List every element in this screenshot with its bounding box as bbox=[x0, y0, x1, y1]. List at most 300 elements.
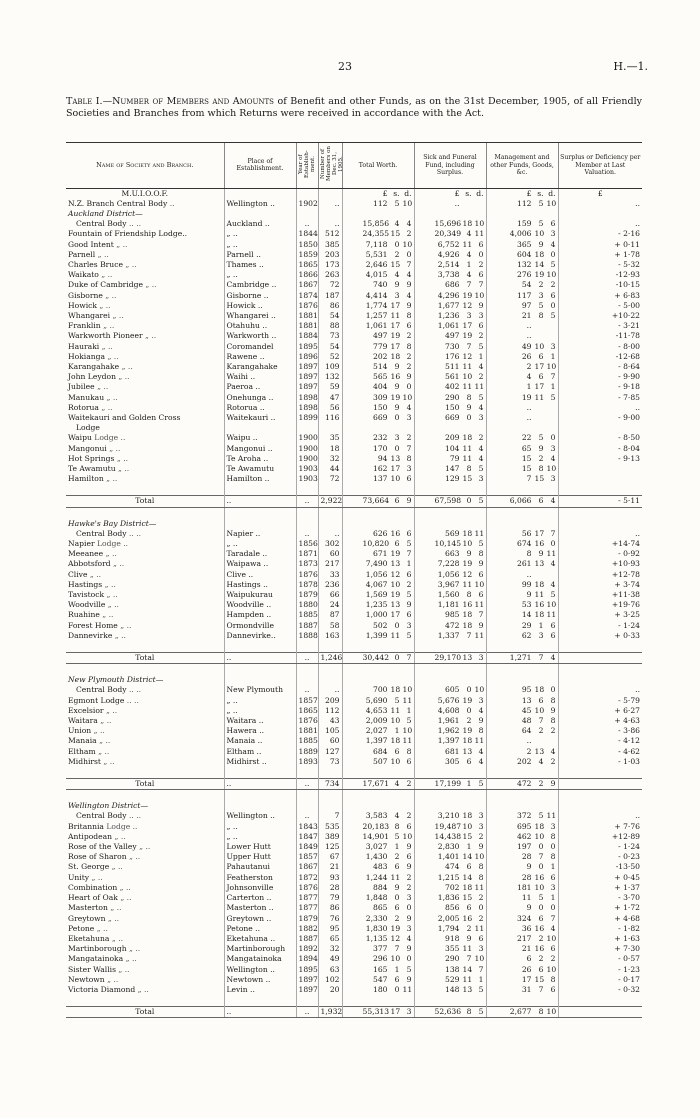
sick-funeral-fund-pounds: 17,199 bbox=[434, 779, 462, 789]
member-count: 389 bbox=[318, 832, 342, 842]
branch-name-text: Fountain of Friendship Lodge.. bbox=[68, 229, 188, 239]
table-row bbox=[66, 893, 642, 903]
management-fund-pence bbox=[547, 736, 556, 746]
sick-funeral-fund-shillings: 7 bbox=[466, 280, 472, 290]
surplus-deficiency: - 8·64 bbox=[558, 362, 642, 372]
management-fund-shillings: 4 bbox=[538, 756, 544, 766]
management-fund bbox=[486, 454, 558, 464]
surplus-deficiency: + 0·45 bbox=[558, 873, 642, 883]
total-worth-shillings: 5 bbox=[394, 695, 400, 705]
sick-funeral-fund-pence: 4 bbox=[478, 746, 484, 756]
management-fund-shillings: 0 bbox=[538, 862, 544, 872]
sick-funeral-fund-pence: 10 bbox=[474, 579, 485, 589]
surplus-deficiency: - 1·82 bbox=[558, 924, 642, 934]
branch-name bbox=[66, 685, 224, 695]
management-fund bbox=[486, 779, 558, 790]
management-fund-pence: 4 bbox=[550, 453, 556, 463]
member-count: 173 bbox=[318, 260, 342, 270]
sick-funeral-fund bbox=[414, 454, 486, 464]
sick-funeral-fund-amount bbox=[417, 260, 484, 270]
total-worth bbox=[342, 444, 414, 454]
sick-funeral-fund bbox=[414, 331, 486, 341]
management-fund-shillings: 2 bbox=[538, 954, 544, 964]
total-worth-shillings: 15 bbox=[390, 259, 401, 269]
management-fund-pounds: 26 bbox=[521, 964, 532, 974]
branch-name bbox=[66, 621, 224, 631]
total-worth-pounds: 2,027 bbox=[365, 726, 388, 736]
total-worth-shillings: 13 bbox=[390, 600, 401, 610]
total-worth-amount bbox=[345, 903, 412, 913]
sick-funeral-fund bbox=[414, 250, 486, 260]
sick-funeral-fund-amount bbox=[417, 965, 484, 975]
management-fund-pence: 4 bbox=[550, 239, 556, 249]
sick-funeral-fund-amount bbox=[417, 559, 484, 569]
table-row bbox=[66, 779, 642, 790]
district-name: Wellington District— bbox=[68, 801, 149, 811]
branch-name-text: Ruahine bbox=[68, 610, 100, 620]
branch-name-text: Central Body bbox=[76, 528, 127, 538]
branch-name bbox=[66, 474, 224, 484]
sick-funeral-fund-pence: 3 bbox=[478, 310, 484, 320]
branch-name-text: Mangonui bbox=[68, 443, 107, 453]
sick-funeral-fund-pounds: 1,236 bbox=[437, 310, 460, 320]
sick-funeral-fund-amount bbox=[417, 822, 484, 832]
sick-funeral-fund-shillings: 15 bbox=[462, 831, 473, 841]
leader-dots: .. .. bbox=[126, 695, 139, 705]
sick-funeral-fund-pence: 11 bbox=[474, 630, 485, 640]
branch-name-text: Unity bbox=[68, 872, 90, 882]
total-worth-amount bbox=[345, 779, 412, 789]
total-worth bbox=[342, 539, 414, 549]
total-worth-pounds: 2,009 bbox=[365, 716, 388, 726]
units-mgmt bbox=[486, 188, 558, 199]
leader-dots: „ .. bbox=[118, 372, 130, 382]
sick-funeral-fund-amount bbox=[417, 496, 484, 506]
total-worth-shillings: 0 bbox=[394, 443, 400, 453]
management-fund-pounds: .. bbox=[526, 321, 532, 331]
total-worth bbox=[342, 842, 414, 852]
empty-cell bbox=[414, 801, 486, 811]
sick-funeral-fund-pounds: 561 bbox=[445, 372, 460, 382]
sick-funeral-fund bbox=[414, 280, 486, 290]
management-fund bbox=[486, 240, 558, 250]
management-fund-amount bbox=[489, 219, 556, 229]
branch-name-text: Greytown bbox=[68, 913, 106, 923]
management-fund-shillings: 14 bbox=[534, 259, 545, 269]
sick-funeral-fund-pence: 8 bbox=[478, 872, 484, 882]
management-fund-shillings bbox=[535, 570, 544, 580]
total-worth-pence: 5 bbox=[406, 539, 412, 548]
sick-funeral-fund-pence: 8 bbox=[478, 862, 484, 872]
management-fund-amount bbox=[489, 250, 556, 260]
empty-cell bbox=[486, 675, 558, 685]
total-worth bbox=[342, 822, 414, 832]
member-count: 86 bbox=[318, 301, 342, 311]
management-fund-amount bbox=[489, 631, 556, 641]
branch-name-text: Eketahuna bbox=[68, 933, 110, 943]
branch-name-text: Total bbox=[135, 653, 155, 663]
total-worth-shillings: 0 bbox=[394, 893, 400, 903]
total-worth-shillings: 10 bbox=[390, 954, 401, 964]
total-worth-amount bbox=[345, 382, 412, 392]
management-fund bbox=[486, 934, 558, 944]
place-of-establishment: „ .. bbox=[224, 706, 296, 716]
place-of-establishment: .. bbox=[224, 496, 296, 507]
year-established: .. bbox=[296, 811, 318, 821]
total-worth-amount bbox=[345, 362, 412, 372]
management-fund-pence: 3 bbox=[550, 474, 556, 484]
sick-funeral-fund-shillings: 10 bbox=[462, 372, 473, 382]
sick-funeral-fund-pence: 11 bbox=[474, 229, 485, 239]
total-worth bbox=[342, 362, 414, 372]
management-fund bbox=[486, 811, 558, 821]
sick-funeral-fund-shillings: 18 bbox=[462, 736, 473, 746]
branch-name-text: Meeanee bbox=[68, 549, 104, 559]
sick-funeral-fund bbox=[414, 653, 486, 664]
units-worth-pence: d. bbox=[404, 188, 412, 198]
sick-funeral-fund-shillings: 19 bbox=[462, 695, 473, 705]
total-worth-pounds: 232 bbox=[373, 433, 388, 443]
total-worth-pence: 10 bbox=[402, 685, 413, 695]
sick-funeral-fund-pence: 1 bbox=[478, 351, 484, 361]
surplus-deficiency: - 5·11 bbox=[558, 496, 642, 507]
leader-dots: „ .. bbox=[118, 463, 130, 473]
total-worth-pence: 2 bbox=[406, 331, 412, 341]
sick-funeral-fund-pounds: 148 bbox=[445, 984, 460, 994]
year-established: .. bbox=[296, 1007, 318, 1018]
sick-funeral-fund-shillings: 8 bbox=[466, 1007, 472, 1017]
management-fund-pounds: 99 bbox=[521, 579, 532, 589]
sick-funeral-fund-amount bbox=[417, 539, 484, 549]
total-worth-amount bbox=[345, 372, 412, 382]
management-fund bbox=[486, 372, 558, 382]
units-worth-amount bbox=[345, 189, 412, 199]
management-fund-amount bbox=[489, 393, 556, 403]
table-row bbox=[66, 621, 642, 631]
place-of-establishment: .. bbox=[224, 1007, 296, 1018]
empty-cell bbox=[318, 188, 342, 199]
total-worth-pounds: 700 bbox=[373, 685, 388, 695]
management-fund-amount bbox=[489, 444, 556, 454]
branch-name bbox=[66, 924, 224, 934]
units-surplus: £ bbox=[558, 188, 642, 199]
surplus-deficiency: - 8·00 bbox=[558, 342, 642, 352]
year-established: 1893 bbox=[296, 757, 318, 767]
leader-dots: „ .. bbox=[145, 280, 157, 290]
year-established: 1843 bbox=[296, 822, 318, 832]
sick-funeral-fund-shillings: 1 bbox=[466, 842, 472, 852]
surplus-deficiency: - 0·23 bbox=[558, 852, 642, 862]
total-worth-pence: 3 bbox=[406, 620, 412, 630]
total-worth bbox=[342, 393, 414, 403]
total-worth-shillings: 18 bbox=[390, 351, 401, 361]
total-worth bbox=[342, 270, 414, 280]
management-fund-pence: 8 bbox=[550, 974, 556, 984]
management-fund-pounds: 45 bbox=[521, 705, 532, 715]
management-fund-pence: 0 bbox=[550, 433, 556, 443]
branch-name bbox=[66, 736, 224, 746]
total-worth-shillings: 19 bbox=[390, 392, 401, 402]
management-fund-pounds: 7 bbox=[526, 474, 532, 484]
table-row bbox=[66, 433, 642, 443]
member-count: 127 bbox=[318, 747, 342, 757]
member-count: 132 bbox=[318, 372, 342, 382]
place-of-establishment: Johnsonville bbox=[224, 883, 296, 893]
leader-dots: „ .. bbox=[101, 402, 113, 412]
management-fund-pence: 10 bbox=[546, 270, 557, 280]
sick-funeral-fund-shillings: 1 bbox=[466, 779, 472, 789]
sick-funeral-fund-shillings: 19 bbox=[462, 331, 473, 341]
place-of-establishment: .. bbox=[224, 653, 296, 664]
sick-funeral-fund-amount bbox=[417, 954, 484, 964]
place-of-establishment: Paeroa .. bbox=[224, 382, 296, 392]
management-fund-amount bbox=[489, 291, 556, 301]
table-row bbox=[66, 822, 642, 832]
surplus-deficiency: + 1·78 bbox=[558, 250, 642, 260]
branch-name-text: Petone bbox=[68, 923, 95, 933]
sick-funeral-fund-amount bbox=[417, 362, 484, 372]
management-fund bbox=[486, 291, 558, 301]
total-worth bbox=[342, 240, 414, 250]
total-worth-shillings: 3 bbox=[394, 290, 400, 300]
branch-name-text: Napier bbox=[68, 539, 95, 548]
total-worth bbox=[342, 529, 414, 539]
management-fund-pounds: .. bbox=[526, 331, 532, 341]
district-name: Hawke's Bay District— bbox=[68, 518, 157, 528]
total-worth-pounds: 565 bbox=[373, 372, 388, 382]
total-worth-pence: 0 bbox=[406, 903, 412, 913]
table-row bbox=[66, 685, 642, 695]
sick-funeral-fund-amount bbox=[417, 250, 484, 260]
surplus-deficiency: - 0·32 bbox=[558, 985, 642, 995]
place-of-establishment: Coromandel bbox=[224, 342, 296, 352]
sick-funeral-fund-pounds: 10,145 bbox=[434, 539, 462, 548]
branch-name-text: Karangahake bbox=[68, 361, 120, 371]
sick-funeral-fund bbox=[414, 342, 486, 352]
sick-funeral-fund-pounds: .. bbox=[454, 198, 460, 208]
management-fund bbox=[486, 747, 558, 757]
member-count: 217 bbox=[318, 559, 342, 569]
empty-cell bbox=[318, 767, 342, 779]
table-row bbox=[66, 975, 642, 985]
year-established: 1871 bbox=[296, 549, 318, 559]
management-fund-pounds: 117 bbox=[517, 290, 532, 300]
year-established: 1865 bbox=[296, 260, 318, 270]
management-fund-pence: 8 bbox=[550, 716, 556, 726]
management-fund-shillings: 18 bbox=[534, 610, 545, 620]
empty-cell bbox=[224, 423, 296, 433]
place-of-establishment: Wellington .. bbox=[224, 199, 296, 209]
sick-funeral-fund-pence: 10 bbox=[474, 290, 485, 300]
year-established: 1859 bbox=[296, 250, 318, 260]
management-fund bbox=[486, 413, 558, 423]
year-established: 1902 bbox=[296, 199, 318, 209]
year-established: 1885 bbox=[296, 736, 318, 746]
total-worth-amount bbox=[345, 301, 412, 311]
year-established: 1887 bbox=[296, 934, 318, 944]
branch-name-text: Martinborough bbox=[68, 944, 127, 954]
place-of-establishment: Rotorua .. bbox=[224, 403, 296, 413]
management-fund-pence: 10 bbox=[546, 964, 557, 974]
management-fund-amount bbox=[489, 975, 556, 985]
management-fund-pounds: 64 bbox=[521, 726, 532, 736]
total-worth-shillings: 4 bbox=[394, 779, 400, 789]
total-worth bbox=[342, 747, 414, 757]
sick-funeral-fund-amount bbox=[417, 280, 484, 290]
table-row bbox=[66, 747, 642, 757]
total-worth-pounds: 404 bbox=[373, 382, 388, 392]
sick-funeral-fund-shillings bbox=[463, 199, 472, 209]
management-fund-shillings: 17 bbox=[534, 382, 545, 392]
sick-funeral-fund-amount bbox=[417, 747, 484, 757]
management-fund bbox=[486, 726, 558, 736]
place-of-establishment: Rawene .. bbox=[224, 352, 296, 362]
management-fund-pounds: 276 bbox=[517, 270, 532, 280]
total-label bbox=[66, 496, 224, 507]
management-fund-amount bbox=[489, 301, 556, 311]
year-established: .. bbox=[296, 685, 318, 695]
sick-funeral-fund-pence: 9 bbox=[478, 620, 484, 630]
total-worth-shillings: 18 bbox=[390, 685, 401, 695]
management-fund-pence: 4 bbox=[550, 559, 556, 569]
year-established: 1881 bbox=[296, 321, 318, 331]
member-count: 102 bbox=[318, 975, 342, 985]
member-count: 2,922 bbox=[318, 496, 342, 507]
empty-cell bbox=[414, 507, 486, 519]
total-worth-pounds: 7,118 bbox=[365, 239, 388, 249]
total-worth-shillings: 11 bbox=[390, 705, 401, 715]
sick-funeral-fund-amount bbox=[417, 199, 484, 209]
empty-cell bbox=[318, 664, 342, 676]
year-established: 1866 bbox=[296, 270, 318, 280]
management-fund-pounds: 261 bbox=[517, 559, 532, 569]
year-established: .. bbox=[296, 653, 318, 664]
total-worth-pence: 9 bbox=[406, 496, 412, 506]
management-fund-pounds: 9 bbox=[526, 903, 532, 913]
sick-funeral-fund bbox=[414, 413, 486, 423]
empty-cell bbox=[296, 423, 318, 433]
empty-cell bbox=[224, 641, 296, 653]
empty-cell bbox=[318, 507, 342, 519]
units-mgmt-pounds: £ bbox=[526, 188, 532, 198]
sick-funeral-fund-shillings: 18 bbox=[462, 433, 473, 443]
management-fund-pence: 11 bbox=[546, 549, 557, 559]
total-worth bbox=[342, 301, 414, 311]
sick-funeral-fund-pence: 3 bbox=[478, 811, 484, 821]
member-count: 35 bbox=[318, 433, 342, 443]
management-fund-shillings: 5 bbox=[538, 893, 544, 903]
table-row bbox=[66, 801, 642, 811]
sick-funeral-fund-shillings: 18 bbox=[462, 811, 473, 821]
sick-funeral-fund-shillings: 2 bbox=[466, 716, 472, 726]
sick-funeral-fund bbox=[414, 433, 486, 443]
management-fund-pence: 6 bbox=[550, 620, 556, 630]
total-worth bbox=[342, 832, 414, 842]
place-of-establishment: „ .. bbox=[224, 822, 296, 832]
sick-funeral-fund-pounds: 605 bbox=[445, 685, 460, 695]
management-fund-pounds: 28 bbox=[521, 852, 532, 862]
management-fund-amount bbox=[489, 985, 556, 995]
management-fund-amount bbox=[489, 260, 556, 270]
page-reference: H.—1. bbox=[613, 60, 648, 73]
surplus-deficiency: .. bbox=[558, 403, 642, 413]
management-fund bbox=[486, 696, 558, 706]
management-fund-pounds: 112 bbox=[517, 198, 532, 208]
table-row bbox=[66, 903, 642, 913]
member-count: 54 bbox=[318, 311, 342, 321]
sick-funeral-fund bbox=[414, 975, 486, 985]
management-fund-pounds: 48 bbox=[521, 716, 532, 726]
branch-name-text: Franklin bbox=[68, 321, 101, 331]
total-worth-shillings: 6 bbox=[394, 539, 400, 548]
management-fund-pounds: 22 bbox=[521, 433, 532, 443]
sick-funeral-fund bbox=[414, 362, 486, 372]
sick-funeral-fund-amount bbox=[417, 631, 484, 641]
year-established: 1894 bbox=[296, 954, 318, 964]
units-sick-pence: d. bbox=[476, 188, 484, 198]
branch-name-text: Charles Bruce bbox=[68, 259, 123, 269]
management-fund-pounds: 13 bbox=[521, 695, 532, 705]
branch-name bbox=[66, 464, 224, 474]
branch-name bbox=[66, 301, 224, 311]
sick-funeral-fund-pence: 5 bbox=[478, 392, 484, 402]
management-fund-pence: 2 bbox=[550, 954, 556, 964]
empty-cell bbox=[296, 507, 318, 519]
total-worth-amount bbox=[345, 539, 412, 549]
table-row bbox=[66, 382, 642, 392]
year-established: 1867 bbox=[296, 862, 318, 872]
total-worth-shillings: 19 bbox=[390, 331, 401, 341]
total-worth-shillings: 1 bbox=[394, 842, 400, 852]
place-of-establishment: Hawera .. bbox=[224, 726, 296, 736]
member-count: 60 bbox=[318, 549, 342, 559]
sick-funeral-fund-shillings: 11 bbox=[462, 579, 473, 589]
total-worth-pence: 1 bbox=[406, 705, 412, 715]
table-title-text: of Benefit and other Funds, as on the 31st December, 1905, of all Friendly Societies and Branches from which Returns were received in accordance with the Act. bbox=[66, 96, 642, 119]
year-established: .. bbox=[296, 219, 318, 229]
sick-funeral-fund bbox=[414, 873, 486, 883]
total-worth-shillings: 3 bbox=[394, 433, 400, 443]
total-worth bbox=[342, 280, 414, 290]
branch-name-text: Total bbox=[135, 779, 155, 789]
empty-cell bbox=[414, 484, 486, 496]
total-worth-shillings: 17 bbox=[390, 463, 401, 473]
table-row bbox=[66, 464, 642, 474]
sick-funeral-fund-pence: 7 bbox=[478, 280, 484, 290]
branch-name-text: Hamilton bbox=[68, 474, 104, 484]
total-worth-amount bbox=[345, 832, 412, 842]
table-row bbox=[66, 580, 642, 590]
total-worth-pence: 8 bbox=[406, 310, 412, 320]
leader-dots: „ .. bbox=[93, 726, 105, 736]
year-established: 1887 bbox=[296, 621, 318, 631]
empty-cell bbox=[342, 209, 414, 219]
management-fund-amount bbox=[489, 321, 556, 331]
management-fund bbox=[486, 559, 558, 569]
total-worth-amount bbox=[345, 454, 412, 464]
branch-name bbox=[66, 393, 224, 403]
total-worth-pounds: 779 bbox=[373, 341, 388, 351]
management-fund-pounds: 54 bbox=[521, 280, 532, 290]
management-fund-shillings bbox=[535, 331, 544, 341]
sick-funeral-fund bbox=[414, 822, 486, 832]
header-surplus: Surplus or Deficiency per Member at Last Valuation. bbox=[558, 143, 642, 189]
sick-funeral-fund-amount bbox=[417, 331, 484, 341]
table-row bbox=[66, 653, 642, 664]
branch-name bbox=[66, 240, 224, 250]
sick-funeral-fund bbox=[414, 229, 486, 239]
sick-funeral-fund bbox=[414, 549, 486, 559]
